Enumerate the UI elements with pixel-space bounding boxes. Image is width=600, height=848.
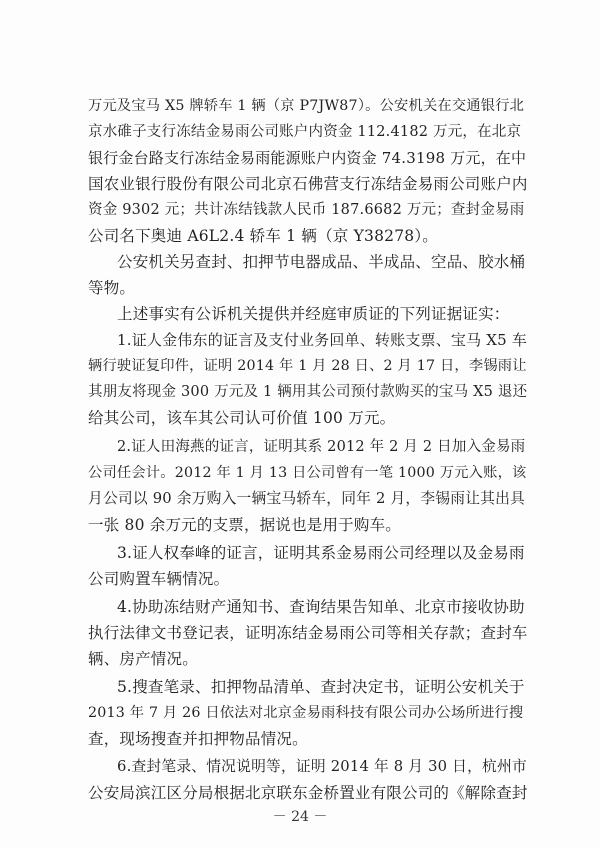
- text-line: 银行金台路支行冻结金易雨能源账户内资金 74.3198 万元，在中: [88, 149, 527, 167]
- text-line: 公安机关另查封、扣押节电器成品、半成品、空品、胶水桶: [117, 253, 526, 271]
- text-line: 公司任会计。2012 年 1 月 13 日公司曾有一笔 1000 万元入账，该: [88, 465, 527, 481]
- text-line: 5.搜查笔录、扣押物品清单、查封决定书，证明公安机关于: [117, 678, 525, 696]
- text-line: 辆行驶证复印件，证明 2014 年 1 月 28 日、2 月 17 日，李锡雨让: [88, 358, 527, 374]
- page-number: － 24 －: [272, 809, 328, 825]
- text-line: 公司购置车辆情况。: [88, 570, 230, 588]
- text-line: 公司名下奥迪 A6L2.4 轿车 1 辆（京 Y38278）。: [88, 227, 438, 245]
- text-line: 4.协助冻结财产通知书、查询结果告知单、北京市接收协助: [117, 598, 525, 616]
- text-line: 国农业银行股份有限公司北京石佛营支行冻结金易雨公司账户内: [88, 175, 528, 193]
- text-line: 辆、房产情况。: [88, 650, 198, 668]
- text-line: 京水碓子支行冻结金易雨公司账户内资金 112.4182 万元，在北京: [88, 124, 522, 140]
- text-line: 2013 年 7 月 26 日依法对北京金易雨科技有限公司办公场所进行搜: [88, 705, 524, 721]
- text-line: 等物。: [88, 279, 136, 297]
- text-line: 2.证人田海燕的证言，证明其系 2012 年 2 月 2 日加入金易雨: [117, 439, 526, 455]
- text-line: 一张 80 余万元的支票，据说也是用于购车。: [88, 516, 401, 534]
- text-line: 给其公司，该车其公司认可价值 100 万元。: [88, 409, 396, 427]
- text-line: 1.证人金伟东的证言及支付业务回单、转账支票、宝马 X5 车: [117, 331, 528, 349]
- text-line: 执行法律文书登记表，证明冻结金易雨公司等相关存款；查封车: [88, 624, 528, 642]
- text-line: 6.查封笔录、情况说明等，证明 2014 年 8 月 30 日，杭州市: [117, 758, 527, 775]
- text-line: 上述事实有公诉机关提供并经庭审质证的下列证据证实：: [117, 305, 510, 323]
- text-line: 其朋友将现金 300 万元及 1 辆用其公司预付款购买的宝马 X5 退还: [88, 384, 528, 400]
- text-line: 公安局滨江区分局根据北京联东金桥置业有限公司的《解除查封: [88, 784, 528, 802]
- text-line: 查，现场搜查并扣押物品情况。: [88, 730, 308, 748]
- text-line: 资金 9302 元；共计冻结钱款人民币 187.6682 万元；查封金易雨: [88, 202, 525, 218]
- text-line: 3.证人权奉峰的证言，证明其系金易雨公司经理以及金易雨: [117, 544, 525, 562]
- text-line: 万元及宝马 X5 牌轿车 1 辆（京 P7JW87）。公安机关在交通银行北: [88, 98, 525, 114]
- text-line: 月公司以 90 余万购入一辆宝马轿车，同年 2 月，李锡雨让其出具: [88, 490, 526, 507]
